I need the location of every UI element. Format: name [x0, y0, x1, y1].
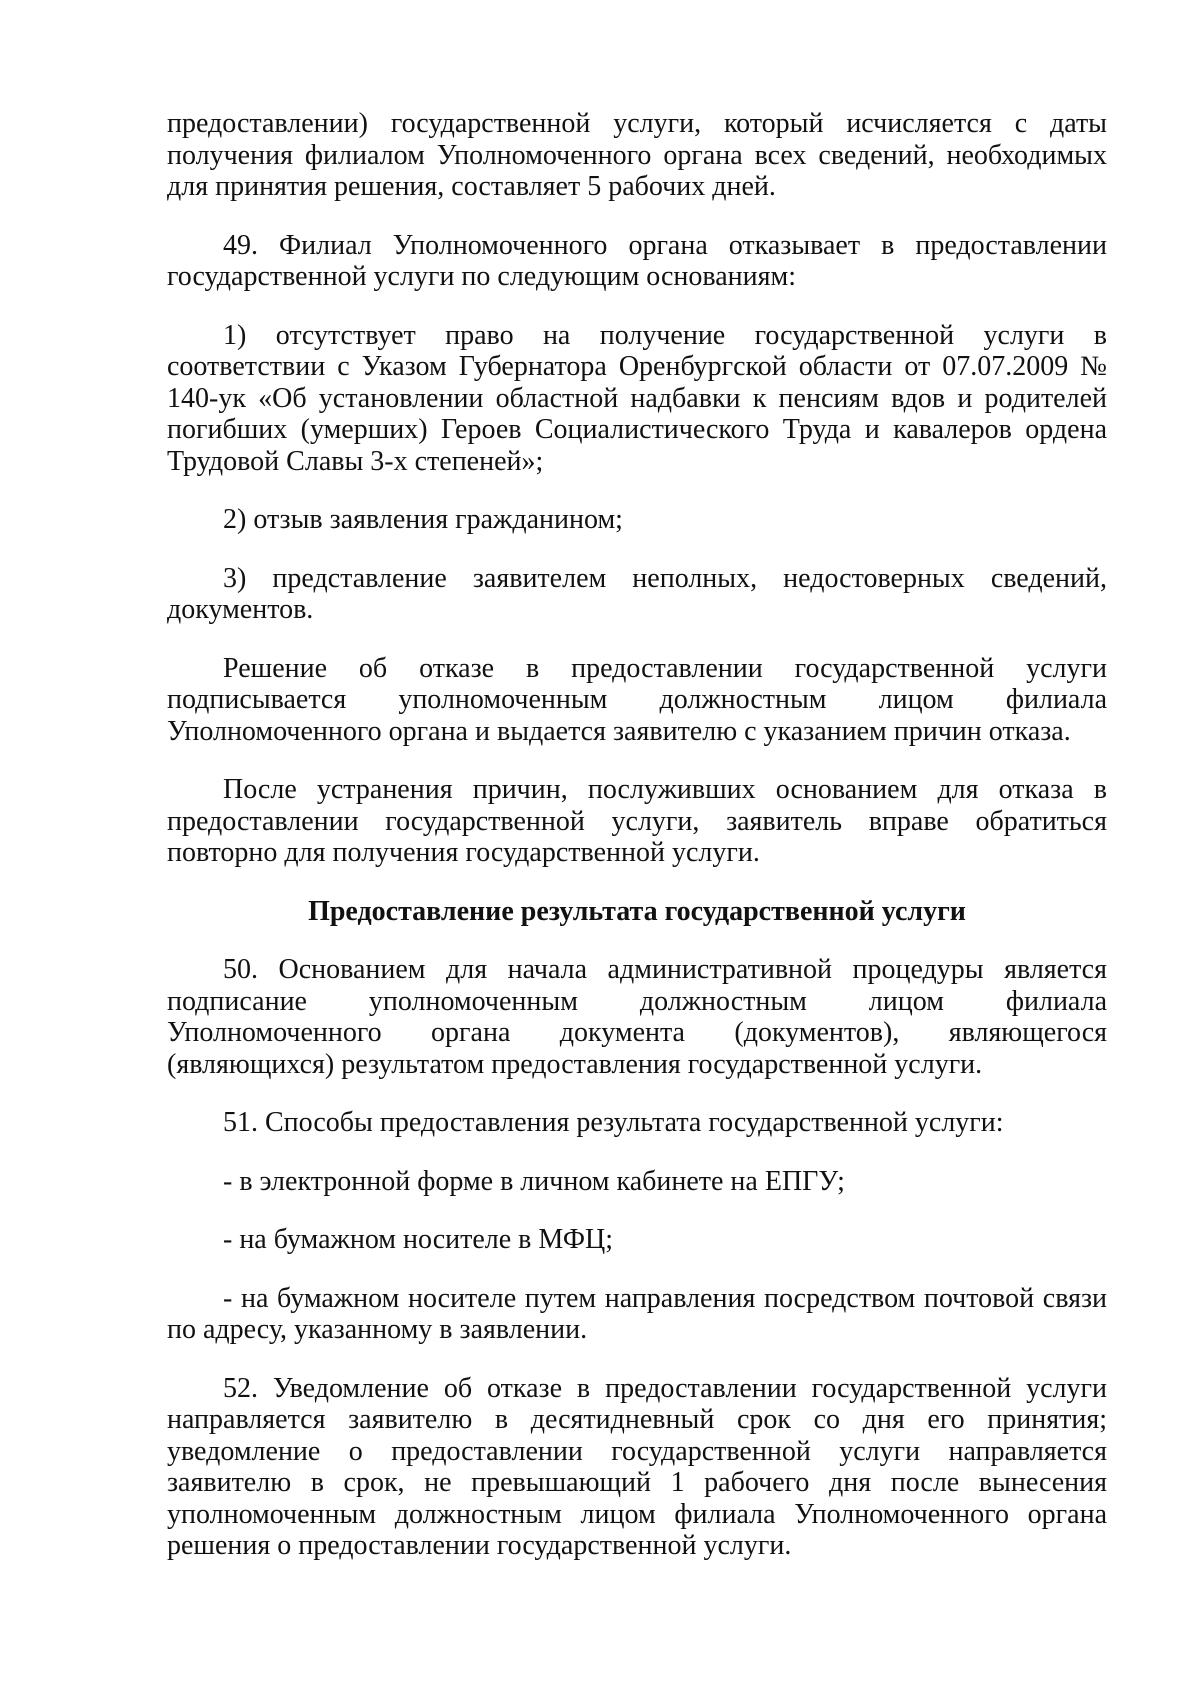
paragraph-52: 52. Уведомление об отказе в предоставлении государственной услуги направляется заявителю в десятидневный срок со дня его принятия; уведомление о предоставлении государственной услуги направляется заявителю в срок, не превышающий 1 рабочего дня после вынесения уполномоченным должностным лицом филиала Уполномоченного органа решения о предоставлении государственной услуги. — [167, 1372, 1107, 1561]
paragraph-51-item-mfc: - на бумажном носителе в МФЦ; — [223, 1224, 614, 1255]
paragraph-50: 50. Основанием для начала административной процедуры является подписание уполномоченным должностным лицом филиала Уполномоченного органа документа (документов), являющегося (являющихся) результатом предоставления государственной услуги. — [167, 954, 1107, 1080]
section-heading: Предоставление результата государственной услуги — [308, 895, 966, 927]
paragraph-49: 49. Филиал Уполномоченного органа отказывает в предоставлении государственной услуги по следующим основаниям: — [167, 229, 1107, 292]
paragraph-49-item-3: 3) представление заявителем неполных, недостоверных сведений, документов. — [167, 562, 1107, 625]
paragraph-refusal-signing: Решение об отказе в предоставлении государственной услуги подписывается уполномоченным должностным лицом филиала Уполномоченного органа и выдается заявителю с указанием причин отказа. — [167, 652, 1107, 747]
paragraph-49-item-2: 2) отзыв заявления гражданином; — [223, 504, 623, 535]
paragraph-51-item-electronic: - в электронной форме в личном кабинете на ЕПГУ; — [223, 1165, 845, 1197]
paragraph-49-item-1: 1) отсутствует право на получение государственной услуги в соответствии с Указом Губернатора Оренбургской области от 07.07.2009 № 140-ук «Об установлении областной надбавки к пенсиям вдов и родителей погибших (умерших) Героев Социалистического Труда и кавалеров ордена Трудовой Славы 3-х степеней»; — [167, 319, 1107, 477]
document-page — [167, 108, 1107, 1589]
paragraph-intro: предоставлении) государственной услуги, который исчисляется с даты получения филиалом Уполномоченного органа всех сведений, необходимых для принятия решения, составляет 5 рабочих дней. — [167, 108, 1107, 202]
paragraph-reapply: После устранения причин, послуживших основанием для отказа в предоставлении государственной услуги, заявитель вправе обратиться повторно для получения государственной услуги. — [167, 774, 1107, 868]
paragraph-51: 51. Способы предоставления результата государственной услуги: — [223, 1107, 1004, 1138]
paragraph-51-item-post: - на бумажном носителе путем направления посредством почтовой связи по адресу, указанному в заявлении. — [167, 1282, 1107, 1345]
